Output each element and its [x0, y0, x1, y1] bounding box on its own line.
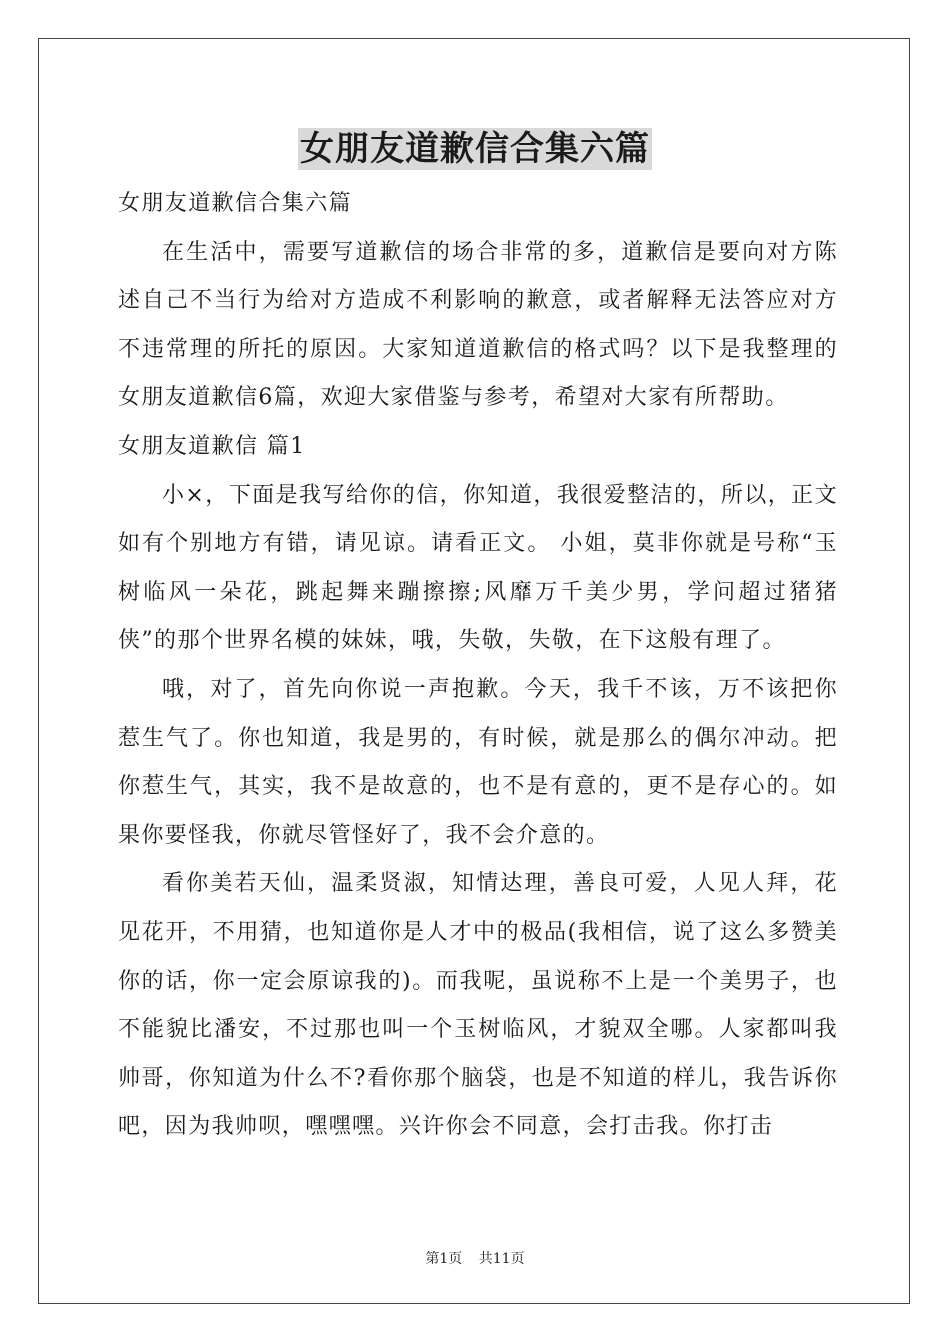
paragraph: 女朋友道歉信合集六篇 [118, 191, 353, 216]
document-body [118, 180, 838, 1152]
page-number: 第1页 [425, 1251, 463, 1267]
paragraph: 哦，对了，首先向你说一声抱歉。今天，我千不该，万不该把你惹生气了。你也知道，我是男的，有时候，就是那么的偶尔冲动。把你惹生气，其实，我不是故意的，也不是有意的，更不是存心的。如果你要怪我，你就尽管怪好了，我不会介意的。 [118, 676, 838, 848]
paragraph: 小×，下面是我写给你的信，你知道，我很爱整洁的，所以，正文如有个别地方有错，请见谅。请看正文。 小姐，莫非你就是号称“玉树临风一朵花，跳起舞来蹦擦擦;风靡万千美少男，学问超过猪猪侠”的那个世界名模的妹妹，哦，失敬，失敬，在下这般有理了。 [118, 482, 838, 654]
title-container [0, 128, 950, 170]
page-total: 共11页 [478, 1251, 525, 1267]
section-heading: 女朋友道歉信 篇1 [118, 433, 306, 459]
paragraph: 看你美若天仙，温柔贤淑，知情达理，善良可爱，人见人拜，花见花开，不用猜，也知道你是人才中的极品(我相信，说了这么多赞美你的话，你一定会原谅我的)。而我呢，虽说称不上是一个美男子，也不能貌比潘安，不过那也叫一个玉树临风，才貌双全哪。人家都叫我帅哥，你知道为什么不?看你那个脑袋，也是不知道的样儿，我告诉你吧，因为我帅呗，嘿嘿嘿。兴许你会不同意，会打击我。你打击 [118, 871, 838, 1140]
document-title: 女朋友道歉信合集六篇 [300, 129, 650, 169]
paragraph: 在生活中，需要写道歉信的场合非常的多，道歉信是要向对方陈述自己不当行为给对方造成不利影响的歉意，或者解释无法答应对方不违常理的所托的原因。大家知道道歉信的格式吗？以下是我整理的女朋友道歉信6篇，欢迎大家借鉴与参考，希望对大家有所帮助。 [118, 239, 838, 411]
page-footer [0, 1248, 950, 1268]
